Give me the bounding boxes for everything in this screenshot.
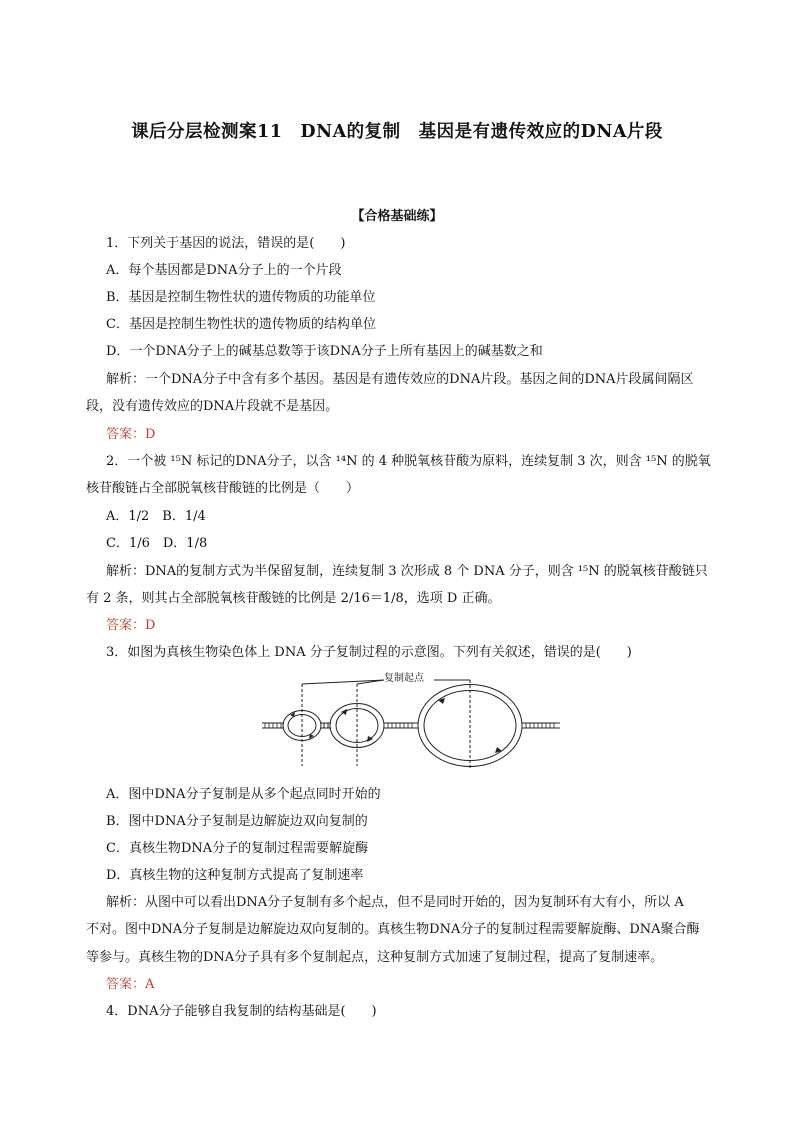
q2-options-cd: C．1/6 D．1/8	[106, 536, 208, 551]
q3-analysis-line3: 等参与。真核生物的DNA分子具有多个复制起点，这种复制方式加速了复制过程，提高了复制速率。	[86, 950, 664, 965]
q2-stem-line1: 2．一个被 ¹⁵N 标记的DNA分子，以含 ¹⁴N 的 4 种脱氧核苷酸为原料，连续复制 3 次，则含 ¹⁵N 的脱氧	[106, 454, 711, 469]
q3-analysis-line2: 不对。图中DNA分子复制是边解旋边双向复制的。真核生物DNA分子的复制过程需要解旋酶、DNA聚合酶	[86, 922, 700, 937]
q3-analysis-line1: 解析：从图中可以看出DNA分子复制有多个起点，但不是同时开始的，因为复制环有大有小，所以 A	[106, 895, 684, 910]
q2-answer: 答案：D	[106, 618, 156, 633]
q3-option-a: A．图中DNA分子复制是从多个起点同时开始的	[106, 787, 381, 802]
q1-answer: 答案：D	[106, 427, 156, 442]
q1-stem: 1．下列关于基因的说法，错误的是( )	[106, 236, 346, 251]
q3-option-b: B．图中DNA分子复制是边解旋边双向复制的	[106, 814, 368, 829]
q1-analysis-line1: 解析：一个DNA分子中含有多个基因。基因是有遗传效应的DNA片段。基因之间的DNA片段属间隔区	[106, 372, 694, 387]
section-heading: 【合格基础练】	[351, 209, 443, 224]
q2-analysis-line1: 解析：DNA的复制方式为半保留复制，连续复制 3 次形成 8 个 DNA 分子，则含 ¹⁵N 的脱氧核苷酸链只	[106, 564, 708, 579]
q1-option-d: D．一个DNA分子上的碱基总数等于该DNA分子上所有基因上的碱基数之和	[106, 344, 543, 359]
q1-option-c: C．基因是控制生物性状的遗传物质的结构单位	[106, 317, 376, 332]
dna-replication-diagram	[262, 670, 562, 780]
page-title: 课后分层检测案11 DNA的复制 基因是有遗传效应的DNA片段	[131, 122, 663, 142]
q3-option-d: D．真核生物的这种复制方式提高了复制速率	[106, 868, 364, 883]
q4-stem: 4．DNA分子能够自我复制的结构基础是( )	[106, 1004, 377, 1019]
q2-stem-line2: 核苷酸链占全部脱氧核苷酸链的比例是（ ）	[86, 481, 360, 496]
diagram-label-origin: 复制起点	[384, 673, 424, 684]
q1-option-a: A．每个基因都是DNA分子上的一个片段	[106, 263, 342, 278]
q3-answer: 答案：A	[106, 977, 155, 992]
q3-stem: 3．如图为真核生物染色体上 DNA 分子复制过程的示意图。下列有关叙述，错误的是( )	[106, 645, 632, 660]
q1-option-b: B．基因是控制生物性状的遗传物质的功能单位	[106, 290, 376, 305]
q2-options-ab: A．1/2 B．1/4	[106, 509, 206, 524]
q2-analysis-line2: 有 2 条，则其占全部脱氧核苷酸链的比例是 2/16＝1/8，选项 D 正确。	[86, 591, 501, 606]
q3-option-c: C．真核生物DNA分子的复制过程需要解旋酶	[106, 841, 369, 856]
q1-analysis-line2: 段，没有遗传效应的DNA片段就不是基因。	[86, 399, 339, 414]
